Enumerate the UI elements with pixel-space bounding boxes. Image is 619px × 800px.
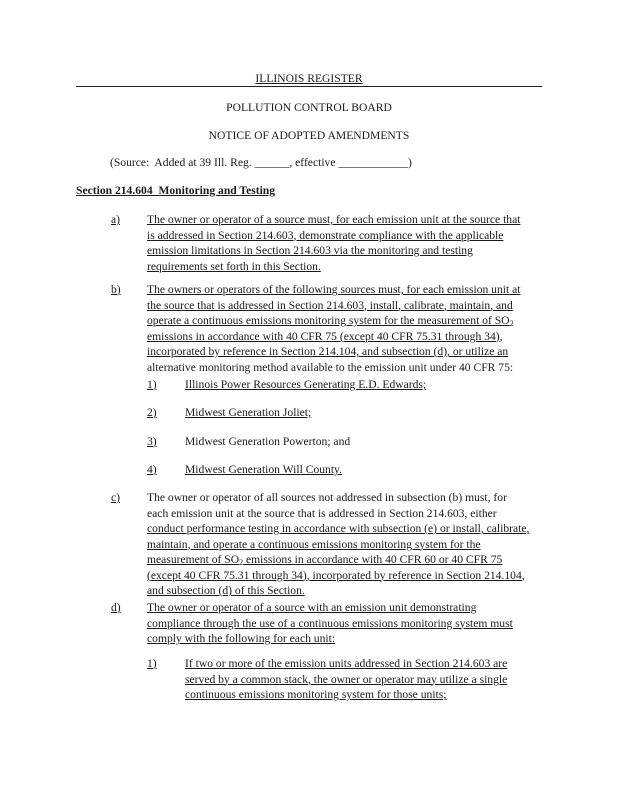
register-title: ILLINOIS REGISTER (255, 72, 363, 85)
paragraph-b (147, 282, 521, 375)
paragraph-a (147, 212, 520, 274)
paragraph-line: The owner or operator of a source with an emission unit demonstrating (147, 601, 477, 614)
notice-title: NOTICE OF ADOPTED AMENDMENTS (208, 129, 410, 142)
list-item-text: Midwest Generation Will County. (185, 463, 342, 476)
paragraph-d (147, 600, 513, 647)
paragraph-line: each emission unit at the source that is addressed in Section 214.603, either (147, 506, 497, 520)
list-item-label: 1) (147, 657, 157, 670)
paragraph-line: requirements set forth in this Section. (147, 259, 321, 273)
paragraph-line: compliance through the use of a continuous emissions monitoring system must (147, 616, 513, 630)
paragraph-line: If two or more of the emission units addressed in Section 214.603 are (185, 657, 508, 670)
list-item-label: 2) (147, 406, 157, 419)
list-item-text: Midwest Generation Joliet; (185, 406, 312, 419)
paragraph-line: emission limitations in Section 214.603 via the monitoring and testing (147, 244, 473, 257)
paragraph-line: continuous emissions monitoring system for those units; (185, 688, 447, 701)
so2-tail: emissions in accordance with 40 CFR 60 or 40 CFR 75 (243, 553, 503, 566)
paragraph-line: (except 40 CFR 75.31 through 34), incorporated by reference in Section 214.104, (147, 568, 525, 582)
paragraph-line: The owner or operator of a source must, for each emission unit at the source that (147, 213, 521, 226)
so2-subscript: 2 (239, 558, 244, 567)
so2-prefix: operate a continuous emissions monitoring system for the measurement of SO (147, 314, 510, 327)
paragraph-a-label: a) (111, 213, 121, 226)
paragraph-line: maintain, and operate a continuous emissions monitoring system for the (147, 537, 481, 551)
so2-subscript: 2 (509, 319, 514, 328)
list-item-text: Midwest Generation Powerton; and (185, 435, 351, 448)
paragraph-line (147, 552, 529, 568)
source-note: (Source: Added at 39 Ill. Reg. ______, effective ____________) (110, 156, 412, 169)
paragraph-b-label: b) (111, 283, 121, 296)
list-item-label: 3) (147, 435, 157, 448)
paragraph-line: The owner or operator of all sources not addressed in subsection (b) must, for (147, 491, 507, 504)
list-item-label: 4) (147, 463, 157, 476)
paragraph-line: incorporated by reference in Section 214.104, and subsection (d), or utilize an (147, 345, 509, 358)
agency-name: POLLUTION CONTROL BOARD (226, 101, 392, 114)
paragraph-line (147, 313, 521, 329)
list-item-text: Illinois Power Resources Generating E.D. Edwards; (185, 378, 427, 391)
so2-prefix: measurement of SO (147, 553, 240, 566)
paragraph-line: alternative monitoring method available to the emission unit under 40 CFR 75: (147, 360, 514, 374)
header-rule (76, 86, 542, 87)
list-item-label: 1) (147, 378, 157, 391)
paragraph-d-label: d) (111, 601, 121, 614)
paragraph-c (147, 490, 529, 599)
paragraph-line: is addressed in Section 214.603, demonstrate compliance with the applicable (147, 228, 504, 242)
paragraph-line: the source that is addressed in Section 214.603, install, calibrate, maintain, and (147, 298, 513, 312)
paragraph-line: emissions in accordance with 40 CFR 75 (except 40 CFR 75.31 through 34), (147, 329, 503, 343)
paragraph-c-label: c) (111, 491, 121, 504)
paragraph-line: The owners or operators of the following sources must, for each emission unit at (147, 283, 521, 296)
paragraph-line: conduct performance testing in accordance with subsection (e) or install, calibrate, (147, 522, 530, 535)
paragraph-line: served by a common stack, the owner or operator may utilize a single (185, 672, 508, 686)
list-item-text (185, 656, 507, 703)
paragraph-line: comply with the following for each unit: (147, 632, 336, 645)
section-heading: Section 214.604 Monitoring and Testing (76, 184, 276, 197)
paragraph-line: and subsection (d) of this Section. (147, 584, 305, 597)
